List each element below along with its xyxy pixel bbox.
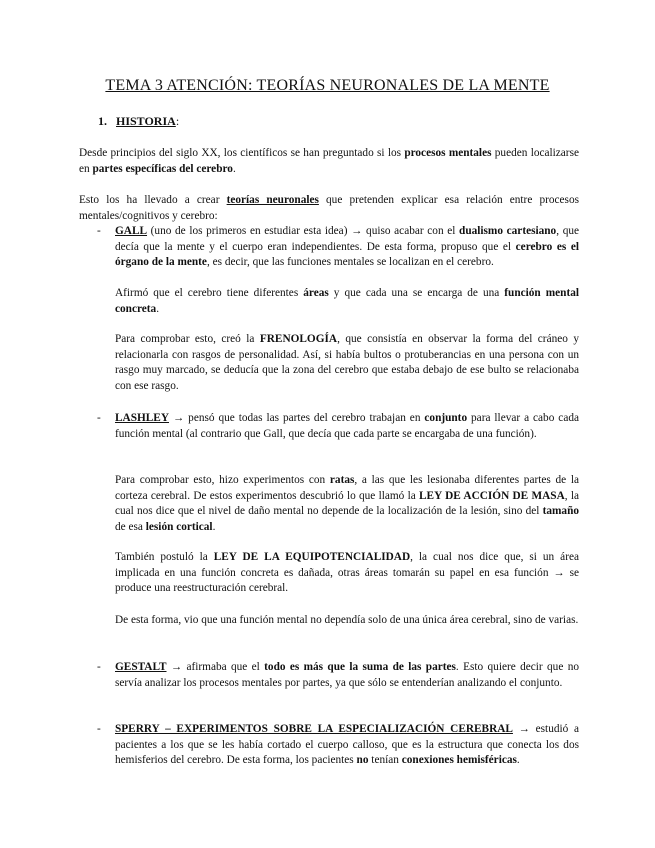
lashley-paragraph: [115, 411, 579, 442]
text: Para comprobar esto, hizo experimentos con: [115, 474, 330, 486]
theories-paragraph: [79, 193, 579, 224]
lashley-experiments-paragraph: [115, 473, 579, 535]
author-name: GESTALT: [115, 661, 167, 673]
text: Desde principios del siglo XX, los científicos se han preguntado si los: [79, 147, 405, 159]
bold-text: LEY DE LA EQUIPOTENCIALIDAD: [213, 551, 411, 563]
author-name: GALL: [115, 225, 148, 237]
section-heading: [98, 114, 179, 129]
text: Afirmó que el cerebro tiene diferentes: [115, 287, 304, 299]
equipotencialidad-paragraph: [115, 550, 579, 597]
text: .: [156, 302, 160, 315]
text: que pretenden explicar esa relación entre procesos mentales/cognitivos y cerebro:: [79, 194, 579, 222]
page-title: TEMA 3 ATENCIÓN: TEORÍAS NEURONALES DE LA MENTE: [105, 77, 550, 94]
text: , que consistía en observar la forma del cráneo y relacionarla con rasgos de personalidad. Así, si había bultos o protuberancias en una persona con un rasgo muy marcado, se deducía que la zona del cerebro que estaba debajo de ese bulto se relacionaba con ese rasgo.: [115, 333, 579, 392]
author-name: SPERRY – EXPERIMENTOS SOBRE LA ESPECIALIZACIÓN CEREBRAL: [115, 723, 513, 735]
gestalt-paragraph: [115, 660, 579, 691]
bullet-dash: -: [97, 723, 101, 735]
lashley-conclusion-paragraph: [115, 613, 579, 629]
text: pueden localizarse en: [79, 147, 579, 175]
bold-text: función mental concreta: [115, 287, 579, 315]
bold-text: conexiones hemisféricas: [401, 754, 517, 767]
author-name: LASHLEY: [115, 412, 169, 424]
text: .: [212, 520, 216, 533]
bold-underlined-text: teorías neuronales: [226, 194, 319, 206]
frenologia-paragraph: [115, 332, 579, 394]
intro-paragraph: [79, 146, 579, 177]
text: → estudió a pacientes a los que se les había cortado el cuerpo calloso, que es la estructura que conecta los dos hemisferios del cerebro. De esta forma, los pacientes: [115, 723, 579, 767]
bullet-dash: -: [97, 661, 101, 673]
text: , a las que les lesionaba diferentes partes de la corteza cerebral. De estos experimentos descubrió lo que llamó la: [115, 474, 580, 502]
section-colon: :: [175, 114, 180, 128]
bold-text: dualismo cartesiano: [459, 225, 557, 237]
text: .: [516, 754, 520, 767]
gall-paragraph: [115, 224, 579, 271]
bold-text: ratas: [329, 474, 355, 486]
text: → afirmaba que el: [166, 661, 265, 673]
text: Para comprobar esto, creó la: [115, 333, 260, 345]
text: Esto los ha llevado a crear: [79, 194, 227, 206]
text: para llevar a cabo cada función mental (al contrario que Gall, que decía que cada parte se encargaba de una función).: [115, 412, 579, 440]
bullet-dash: -: [97, 412, 101, 424]
text: de esa: [115, 520, 146, 533]
text: , la cual nos dice que, si un área implicada en una función concreta es dañada, otras áreas tomarán su papel en esa función → se produce una reestructuración cerebral.: [115, 551, 579, 595]
text: → pensó que todas las partes del cerebro trabajan en: [169, 412, 425, 424]
bold-text: LEY DE ACCIÓN DE MASA: [419, 489, 565, 502]
text: .: [232, 162, 236, 175]
gall-areas-paragraph: [115, 286, 579, 317]
text: , que decía que la mente y el cuerpo eran independientes. De esta forma, propuso que el: [115, 225, 579, 253]
section-number: 1.: [98, 114, 107, 128]
bold-text: conjunto: [424, 412, 468, 424]
text: y que cada una se encarga de una: [328, 287, 505, 299]
text: , es decir, que las funciones mentales se localizan en el cerebro.: [206, 256, 494, 269]
text: , la cual nos dice que el nivel de daño mental no depende de la localización de la lesión, sino del: [115, 489, 579, 518]
bold-text: áreas: [303, 287, 329, 299]
bold-text: FRENOLOGÍA: [259, 333, 338, 345]
bold-text: tamaño: [542, 505, 579, 518]
text: También postuló la: [115, 551, 214, 563]
text: De esta forma, vio que una función mental no dependía solo de una única área cerebral, sino de varias.: [115, 614, 579, 626]
bold-text: no: [356, 754, 369, 767]
section-label: HISTORIA: [116, 114, 176, 128]
text: . Esto quiere decir que no servía analizar los procesos mentales por partes, ya que sólo se entenderían analizando el conjunto.: [115, 661, 579, 689]
bold-text: cerebro es el órgano de la mente: [115, 240, 580, 269]
bold-text: lesión cortical: [145, 520, 213, 533]
sperry-paragraph: [115, 722, 579, 769]
bold-text: todo es más que la suma de las partes: [264, 661, 456, 673]
text: tenían: [368, 754, 402, 767]
bold-text: partes específicas del cerebro: [92, 162, 233, 175]
bold-text: procesos mentales: [404, 147, 492, 159]
bullet-dash: -: [97, 225, 101, 237]
text: (uno de los primeros en estudiar esta idea) → quiso acabar con el: [147, 225, 460, 237]
